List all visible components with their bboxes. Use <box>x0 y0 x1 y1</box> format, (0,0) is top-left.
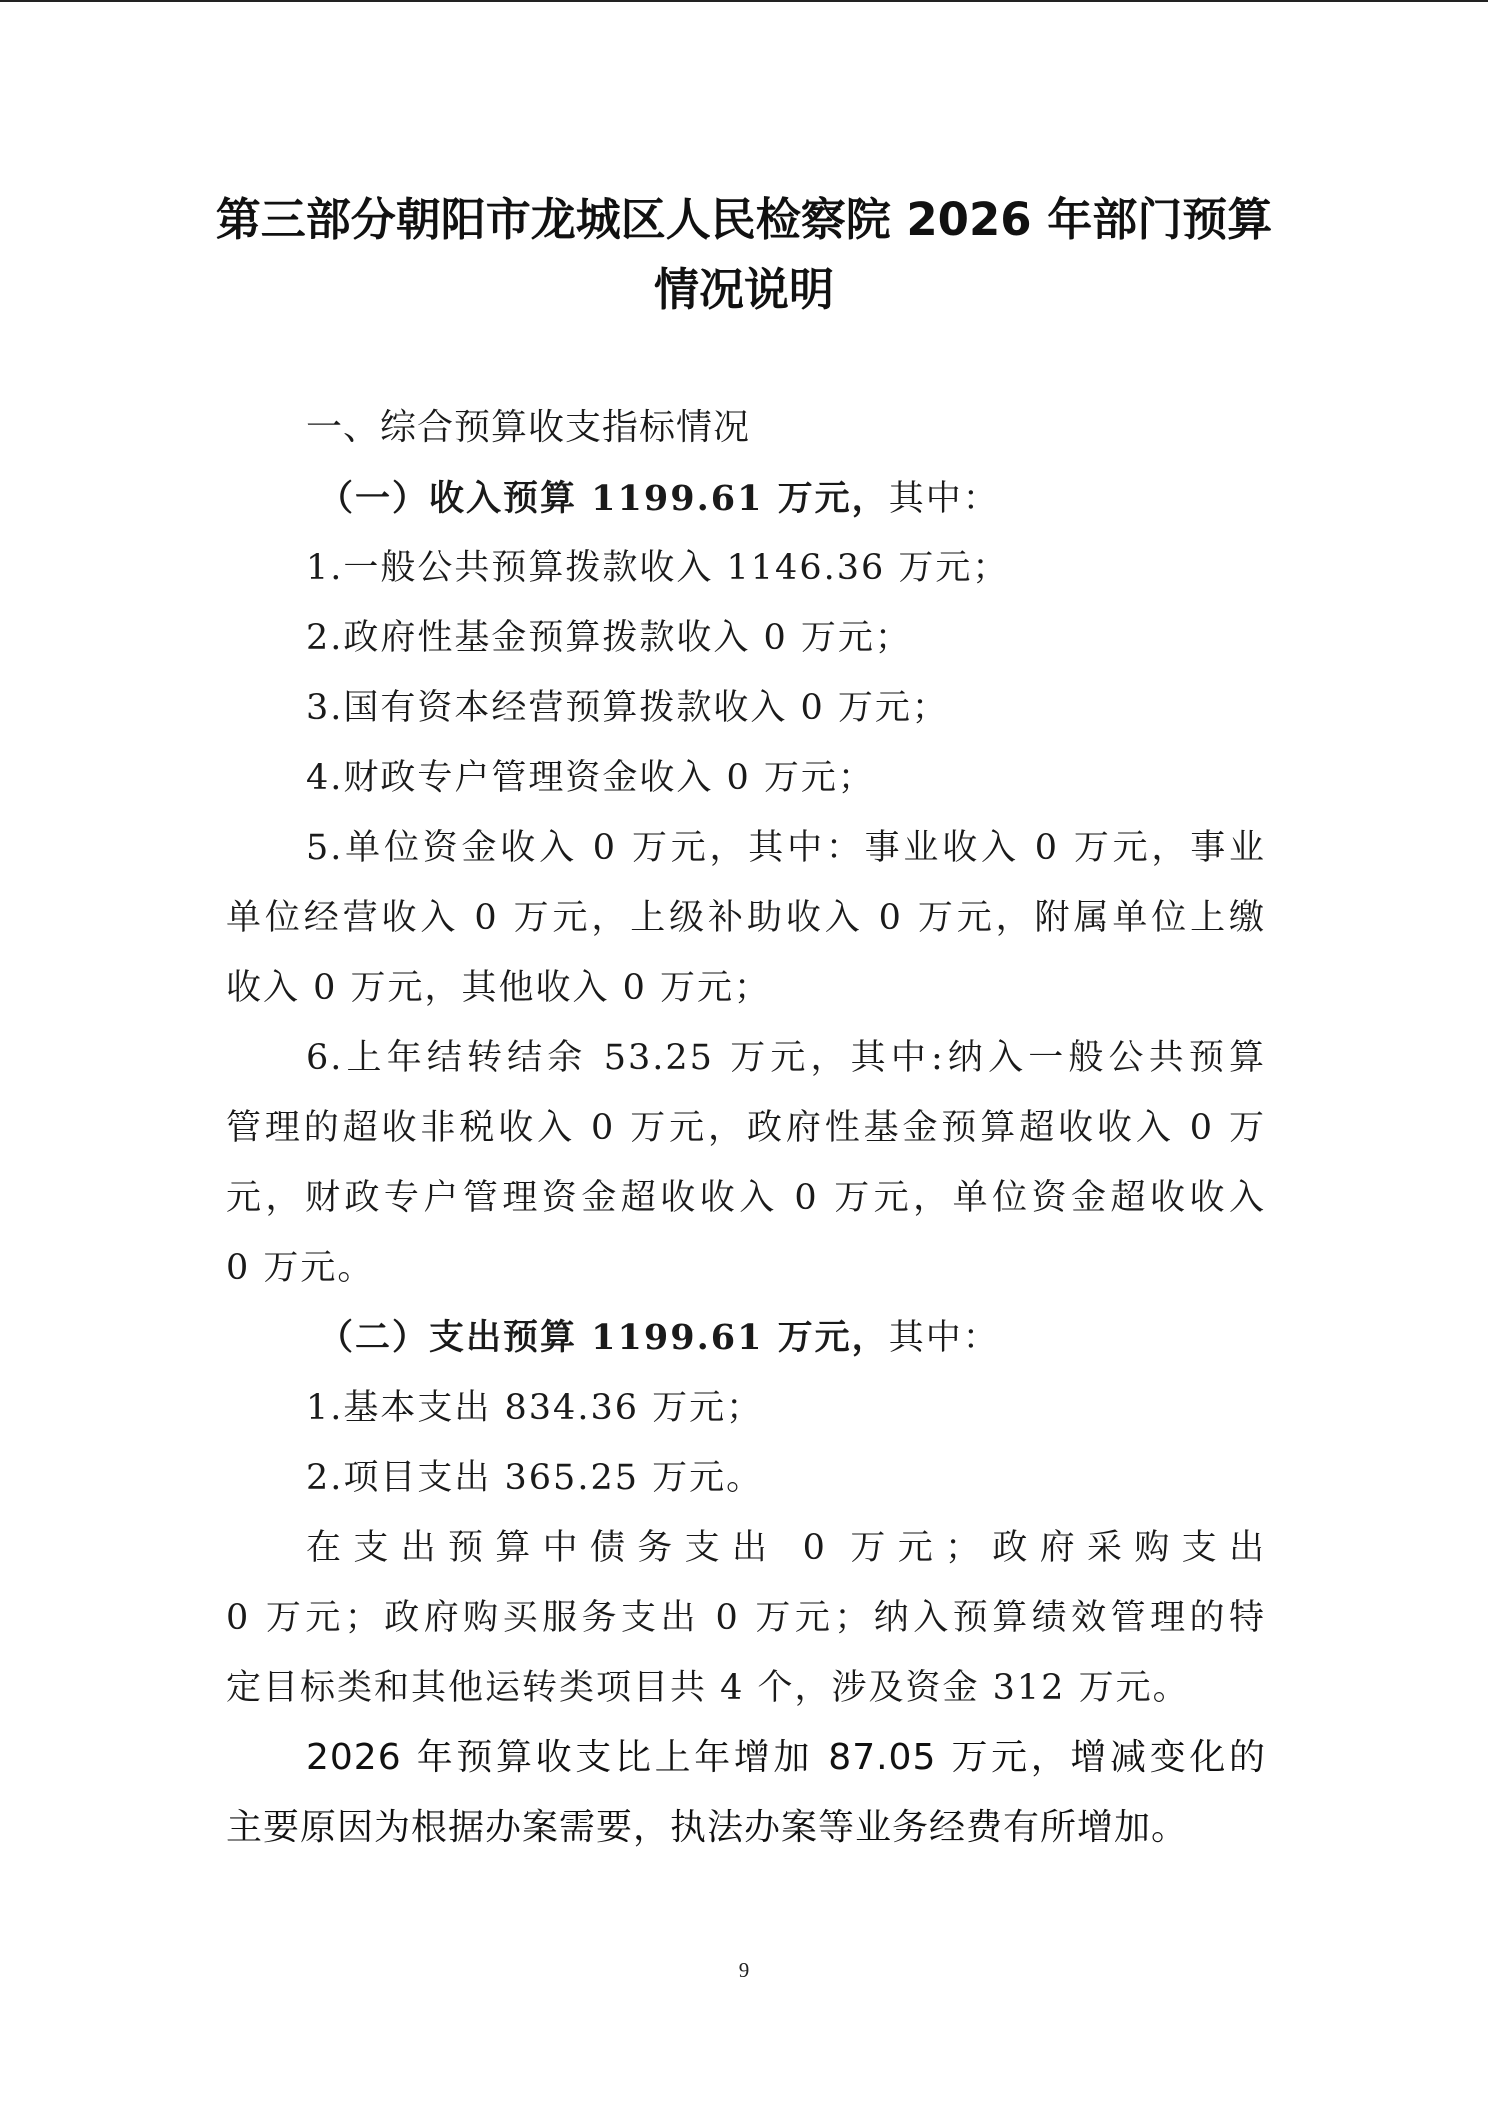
income-heading-bold: （一）收入预算 1199.61 万元， <box>318 478 889 519</box>
page-top-border <box>0 0 1488 2</box>
conclusion-line-2: 主要原因为根据办案需要，执法办案等业务经费有所增加。 <box>226 1807 1189 1848</box>
document-title-line-1: 第三部分朝阳市龙城区人民检察院 2026 年部门预算 <box>215 193 1273 246</box>
expenditure-heading-bold: （二）支出预算 1199.61 万元， <box>318 1317 889 1358</box>
income-heading-tail: 其中： <box>888 479 1000 519</box>
income-item-4: 4.财政专户管理资金收入 0 万元； <box>306 758 875 798</box>
expenditure-heading <box>318 1313 1278 1363</box>
document-title-line-2: 情况说明 <box>653 263 834 316</box>
expenditure-note-line-2: 0 万元；政府购买服务支出 0 万元；纳入预算绩效管理的特 <box>226 1598 1266 1638</box>
income-item-5-line-1: 5.单位资金收入 0 万元，其中：事业收入 0 万元，事业 <box>306 828 1266 868</box>
section-heading-budget-overview: 一、综合预算收支指标情况 <box>306 407 751 448</box>
expenditure-item-2: 2.项目支出 365.25 万元。 <box>306 1458 764 1498</box>
income-item-5-line-3: 收入 0 万元，其他收入 0 万元； <box>226 968 772 1008</box>
expenditure-note-line-1: 在支出预算中债务支出 0 万元；政府采购支出 <box>306 1528 1266 1568</box>
income-heading <box>318 474 1278 524</box>
expenditure-heading-tail: 其中： <box>888 1318 1000 1358</box>
income-item-2: 2.政府性基金预算拨款收入 0 万元； <box>306 618 912 658</box>
income-item-6-line-1: 6.上年结转结余 53.25 万元，其中:纳入一般公共预算 <box>306 1038 1266 1078</box>
conclusion-line-1: 2026 年预算收支比上年增加 87.05 万元，增减变化的 <box>306 1737 1266 1778</box>
income-item-1: 1.一般公共预算拨款收入 1146.36 万元； <box>306 548 1010 588</box>
income-item-6-line-2: 管理的超收非税收入 0 万元，政府性基金预算超收收入 0 万 <box>226 1108 1266 1148</box>
page-number: 9 <box>738 1958 750 1982</box>
income-item-3: 3.国有资本经营预算拨款收入 0 万元； <box>306 688 949 728</box>
income-item-6-line-3: 元，财政专户管理资金超收收入 0 万元，单位资金超收收入 <box>226 1178 1266 1218</box>
expenditure-note-line-3: 定目标类和其他运转类项目共 4 个，涉及资金 312 万元。 <box>226 1668 1190 1708</box>
income-item-6-line-4: 0 万元。 <box>226 1248 375 1288</box>
expenditure-item-1: 1.基本支出 834.36 万元； <box>306 1388 764 1428</box>
income-item-5-line-2: 单位经营收入 0 万元，上级补助收入 0 万元，附属单位上缴 <box>226 898 1266 938</box>
